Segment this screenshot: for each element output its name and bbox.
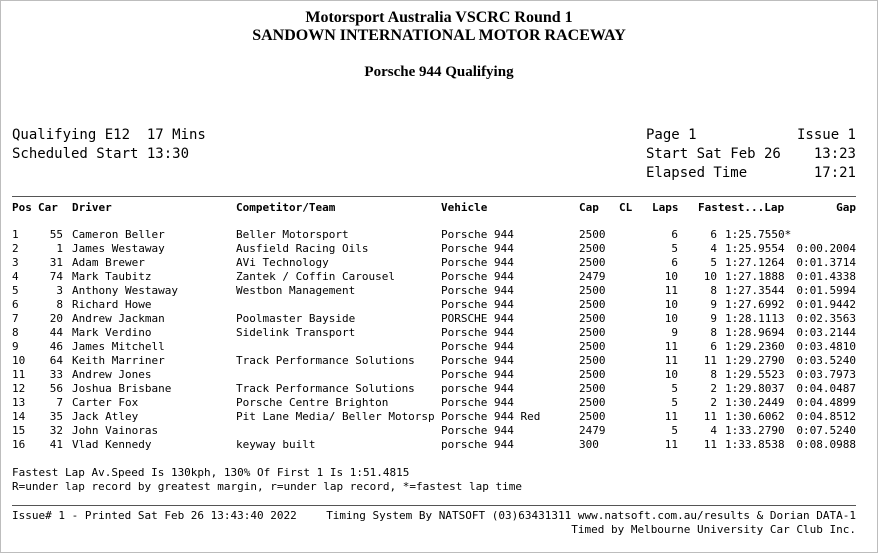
gap-cell: 0:04.4899 (796, 396, 856, 409)
table-row (0, 284, 878, 298)
table-row (0, 326, 878, 340)
fastest-time-cell: 1:27.3544 (725, 284, 785, 297)
col-vehicle: Vehicle (441, 201, 488, 214)
event-title: Motorsport Australia VSCRC Round 1 (305, 9, 573, 26)
fastest-time-cell: 1:33.8538 (725, 438, 785, 451)
driver-cell: Keith Marriner (72, 354, 165, 367)
table-row (0, 424, 878, 438)
fastest-time-cell: 1:30.6062 (725, 410, 785, 423)
pos-cell: 1 (12, 228, 19, 241)
table-row (0, 354, 878, 368)
driver-cell: James Mitchell (72, 340, 165, 353)
col-gap: Gap (836, 201, 856, 214)
fastest-lap-number-cell: 9 (710, 312, 717, 325)
car-cell: 44 (49, 326, 63, 339)
team-cell: Beller Motorsport (236, 228, 349, 241)
laps-cell: 6 (671, 256, 678, 269)
vehicle-cell: Porsche 944 (441, 340, 514, 353)
pos-cell: 16 (12, 438, 26, 451)
fastest-time-cell: 1:28.1113 (725, 312, 785, 325)
cap-cell: 2479 (579, 270, 606, 283)
driver-cell: Richard Howe (72, 298, 152, 311)
laps-cell: 11 (664, 410, 678, 423)
car-cell: 55 (49, 228, 63, 241)
fastest-time-cell: 1:25.9554 (725, 242, 785, 255)
driver-cell: James Westaway (72, 242, 165, 255)
gap-cell: 0:04.0487 (796, 382, 856, 395)
cap-cell: 2500 (579, 312, 606, 325)
driver-cell: Joshua Brisbane (72, 382, 172, 395)
fastest-lap-number-cell: 2 (710, 396, 717, 409)
driver-cell: Carter Fox (72, 396, 139, 409)
car-cell: 8 (56, 298, 63, 311)
laps-cell: 5 (671, 242, 678, 255)
pos-cell: 11 (12, 368, 26, 381)
team-cell: Zantek / Coffin Carousel (236, 270, 395, 283)
car-cell: 74 (49, 270, 63, 283)
col-cl: CL (619, 201, 633, 214)
vehicle-cell: Porsche 944 (441, 354, 514, 367)
session-title: Porsche 944 Qualifying (364, 64, 514, 80)
fastest-lap-note: Fastest Lap Av.Speed Is 130kph, 130% Of First 1 Is 1:51.4815 (12, 466, 410, 479)
fastest-time-cell: 1:30.2449 (725, 396, 785, 409)
pos-cell: 15 (12, 424, 26, 437)
cap-cell: 2500 (579, 396, 606, 409)
car-cell: 7 (56, 396, 63, 409)
gap-cell: 0:01.5994 (796, 284, 856, 297)
car-cell: 64 (49, 354, 63, 367)
laps-cell: 11 (664, 284, 678, 297)
fastest-lap-number-cell: 4 (710, 424, 717, 437)
fastest-time-cell: 1:27.6992 (725, 298, 785, 311)
vehicle-cell: PORSCHE 944 (441, 312, 514, 325)
gap-cell: 0:04.8512 (796, 410, 856, 423)
col-driver: Driver (72, 201, 112, 214)
page-number: Page 1 (646, 127, 697, 143)
cap-cell: 2500 (579, 326, 606, 339)
vehicle-cell: Porsche 944 (441, 424, 514, 437)
driver-cell: Andrew Jackman (72, 312, 165, 325)
gap-cell: 0:02.3563 (796, 312, 856, 325)
team-cell: Westbon Management (236, 284, 356, 297)
laps-cell: 11 (664, 340, 678, 353)
team-cell: Track Performance Solutions (236, 354, 415, 367)
elapsed-time: 17:21 (813, 165, 856, 181)
car-cell: 20 (49, 312, 63, 325)
fastest-lap-number-cell: 8 (710, 368, 717, 381)
car-cell: 32 (49, 424, 63, 437)
fastest-lap-number-cell: 9 (710, 298, 717, 311)
venue-title: SANDOWN INTERNATIONAL MOTOR RACEWAY (252, 27, 626, 44)
fastest-lap-number-cell: 8 (710, 326, 717, 339)
legend-note: R=under lap record by greatest margin, r=under lap record, *=fastest lap time (12, 480, 522, 493)
vehicle-cell: porsche 944 (441, 438, 514, 451)
fastest-lap-number-cell: 11 (703, 410, 717, 423)
gap-cell: 0:03.2144 (796, 326, 856, 339)
fastest-time-cell: 1:29.8037 (725, 382, 785, 395)
col-pos: Pos (12, 201, 32, 214)
fastest-time-cell: 1:29.2790 (725, 354, 785, 367)
laps-cell: 10 (664, 312, 678, 325)
fastest-lap-number-cell: 5 (710, 256, 717, 269)
table-row (0, 368, 878, 382)
fastest-time-cell: 1:27.1264 (725, 256, 785, 269)
fastest-time-cell: 1:33.2790 (725, 424, 785, 437)
cap-cell: 2500 (579, 340, 606, 353)
vehicle-cell: Porsche 944 (441, 242, 514, 255)
driver-cell: Cameron Beller (72, 228, 165, 241)
cap-cell: 2500 (579, 354, 606, 367)
table-row (0, 312, 878, 326)
team-cell: Ausfield Racing Oils (236, 242, 369, 255)
cap-cell: 300 (579, 438, 599, 451)
driver-cell: Vlad Kennedy (72, 438, 152, 451)
fastest-lap-number-cell: 11 (703, 438, 717, 451)
pos-cell: 3 (12, 256, 19, 269)
col-cap: Cap (579, 201, 599, 214)
car-cell: 56 (49, 382, 63, 395)
table-row (0, 396, 878, 410)
fastest-lap-number-cell: 4 (710, 242, 717, 255)
scheduled-start: Scheduled Start 13:30 (12, 146, 190, 162)
gap-cell: 0:03.5240 (796, 354, 856, 367)
table-row (0, 382, 878, 396)
team-cell: Porsche Centre Brighton (236, 396, 389, 409)
fastest-lap-number-cell: 11 (703, 354, 717, 367)
start-time: 13:23 (813, 146, 856, 162)
pos-cell: 12 (12, 382, 26, 395)
fastest-time-cell: 1:29.2360 (725, 340, 785, 353)
gap-cell: 0:01.4338 (796, 270, 856, 283)
gap-cell: 0:01.9442 (796, 298, 856, 311)
laps-cell: 5 (671, 424, 678, 437)
car-cell: 3 (56, 284, 63, 297)
gap-cell: 0:03.7973 (796, 368, 856, 381)
pos-cell: 14 (12, 410, 26, 423)
fastest-lap-number-cell: 10 (703, 270, 717, 283)
footer-rule (12, 505, 856, 506)
vehicle-cell: Porsche 944 (441, 228, 514, 241)
cap-cell: 2500 (579, 242, 606, 255)
car-cell: 1 (56, 242, 63, 255)
fastest-lap-number-cell: 6 (710, 228, 717, 241)
vehicle-cell: Porsche 944 (441, 270, 514, 283)
laps-cell: 5 (671, 382, 678, 395)
gap-cell: 0:03.4810 (796, 340, 856, 353)
cap-cell: 2500 (579, 256, 606, 269)
fastest-lap-number-cell: 8 (710, 284, 717, 297)
laps-cell: 6 (671, 228, 678, 241)
car-cell: 46 (49, 340, 63, 353)
team-cell: Sidelink Transport (236, 326, 356, 339)
cap-cell: 2500 (579, 298, 606, 311)
table-row (0, 256, 878, 270)
driver-cell: Adam Brewer (72, 256, 145, 269)
pos-cell: 7 (12, 312, 19, 325)
car-cell: 41 (49, 438, 63, 451)
vehicle-cell: Porsche 944 (441, 396, 514, 409)
driver-cell: Anthony Westaway (72, 284, 178, 297)
car-cell: 33 (49, 368, 63, 381)
start-label: Start Sat Feb 26 (646, 146, 781, 162)
fastest-time-cell: 1:28.9694 (725, 326, 785, 339)
driver-cell: Mark Taubitz (72, 270, 152, 283)
vehicle-cell: Porsche 944 (441, 284, 514, 297)
pos-cell: 10 (12, 354, 26, 367)
cap-cell: 2500 (579, 284, 606, 297)
driver-cell: Andrew Jones (72, 368, 152, 381)
table-row (0, 340, 878, 354)
team-cell: AVi Technology (236, 256, 329, 269)
table-row (0, 228, 878, 242)
cap-cell: 2479 (579, 424, 606, 437)
laps-cell: 10 (664, 298, 678, 311)
laps-cell: 10 (664, 368, 678, 381)
pos-cell: 2 (12, 242, 19, 255)
team-cell: Track Performance Solutions (236, 382, 415, 395)
cap-cell: 2500 (579, 410, 606, 423)
table-row (0, 298, 878, 312)
gap-cell: 0:08.0988 (796, 438, 856, 451)
fastest-time-cell: 1:27.1888 (725, 270, 785, 283)
car-cell: 31 (49, 256, 63, 269)
pos-cell: 6 (12, 298, 19, 311)
pos-cell: 4 (12, 270, 19, 283)
laps-cell: 9 (671, 326, 678, 339)
fastest-lap-number-cell: 6 (710, 340, 717, 353)
car-cell: 35 (49, 410, 63, 423)
gap-cell: 0:00.2004 (796, 242, 856, 255)
driver-cell: John Vainoras (72, 424, 159, 437)
vehicle-cell: Porsche 944 (441, 368, 514, 381)
pos-cell: 9 (12, 340, 19, 353)
session-info: Qualifying E12 17 Mins (12, 127, 206, 143)
vehicle-cell: porsche 944 (441, 382, 514, 395)
gap-cell: 0:07.5240 (796, 424, 856, 437)
driver-cell: Jack Atley (72, 410, 139, 423)
laps-cell: 5 (671, 396, 678, 409)
table-row (0, 410, 878, 424)
vehicle-cell: Porsche 944 Red (441, 410, 541, 423)
table-row (0, 242, 878, 256)
cap-cell: 2500 (579, 368, 606, 381)
vehicle-cell: Porsche 944 (441, 298, 514, 311)
team-cell: Poolmaster Bayside (236, 312, 356, 325)
elapsed-label: Elapsed Time (646, 165, 748, 181)
pos-cell: 8 (12, 326, 19, 339)
issue-number: Issue 1 (796, 127, 856, 143)
table-row (0, 270, 878, 284)
laps-cell: 11 (664, 354, 678, 367)
team-cell: Pit Lane Media/ Beller Motorsp (236, 410, 435, 423)
team-cell: keyway built (236, 438, 316, 451)
table-row (0, 438, 878, 452)
fastest-lap-number-cell: 2 (710, 382, 717, 395)
col-fastest-lap: Fastest...Lap (698, 201, 785, 214)
gap-cell: 0:01.3714 (796, 256, 856, 269)
driver-cell: Mark Verdino (72, 326, 152, 339)
cap-cell: 2500 (579, 228, 606, 241)
timing-system: Timing System By NATSOFT (03)63431311 www.natsoft.com.au/results & Dorian DATA-1 (326, 509, 856, 522)
pos-cell: 13 (12, 396, 26, 409)
timed-by: Timed by Melbourne University Car Club Inc. (571, 523, 856, 536)
laps-cell: 11 (664, 438, 678, 451)
col-team: Competitor/Team (236, 201, 336, 214)
issue-printed: Issue# 1 - Printed Sat Feb 26 13:43:40 2022 (12, 509, 297, 522)
pos-cell: 5 (12, 284, 19, 297)
cap-cell: 2500 (579, 382, 606, 395)
fastest-time-cell: 1:29.5523 (725, 368, 785, 381)
vehicle-cell: Porsche 944 (441, 326, 514, 339)
col-car: Car (38, 201, 58, 214)
fastest-time-cell: 1:25.7550* (725, 228, 792, 241)
col-laps: Laps (652, 201, 679, 214)
vehicle-cell: Porsche 944 (441, 256, 514, 269)
laps-cell: 10 (664, 270, 678, 283)
header-rule (12, 196, 856, 197)
